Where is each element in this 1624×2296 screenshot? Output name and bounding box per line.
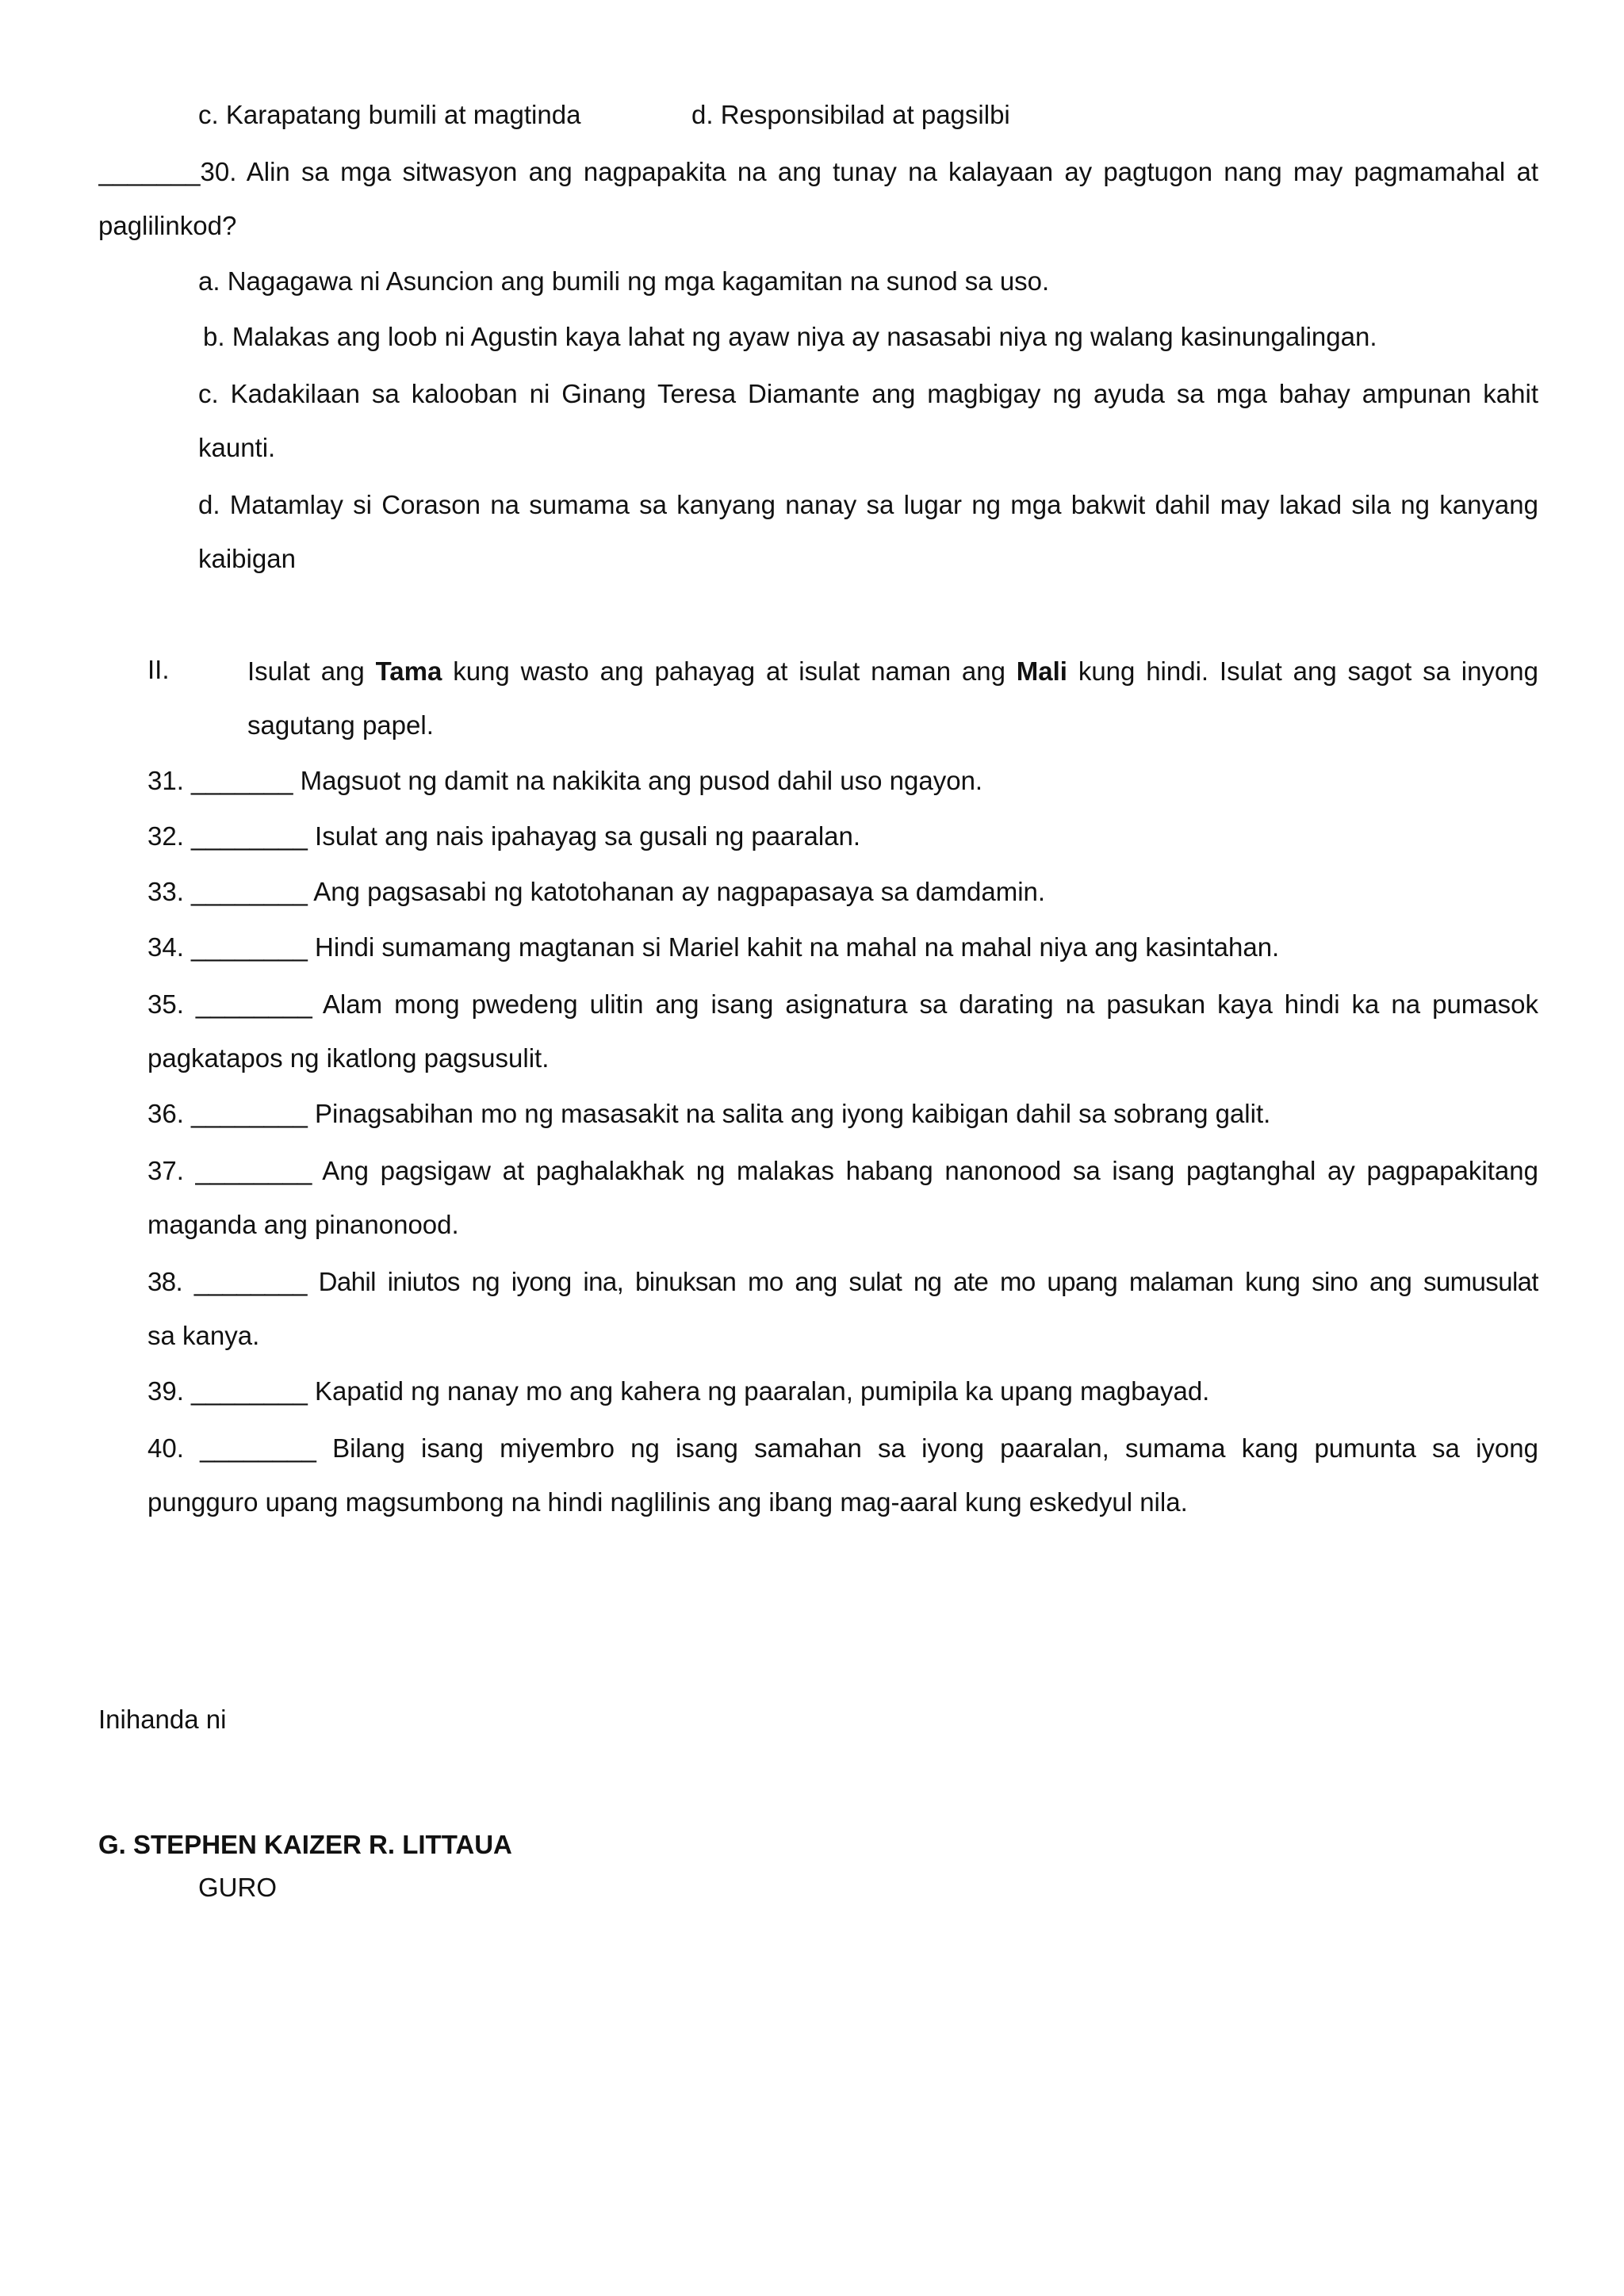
item-39: 39. ________ Kapatid ng nanay mo ang kahera ng paaralan, pumipila ka upang magbayad. <box>147 1376 1210 1406</box>
teacher-role: GURO <box>198 1873 277 1902</box>
q30-question-text: 30. Alin sa mga sitwasyon ang nagpapakita na ang tunay na kalayaan ay pagtugon nang may pagmamahal at <box>200 157 1538 186</box>
q30-answer-blank: _______ <box>98 157 201 186</box>
item-38-line1: 38. ________ Dahil iniutos ng iyong ina, binuksan mo ang sulat ng ate mo upang malaman kung sino ang sumusulat <box>147 1267 1538 1296</box>
section-instruction-line1: Isulat ang Tama kung wasto ang pahayag at isulat naman ang Mali kung hindi. Isulat ang sagot sa inyong <box>247 656 1538 686</box>
tama-keyword: Tama <box>375 656 442 686</box>
prepared-by-label: Inihanda ni <box>98 1705 227 1734</box>
item-40-line2: pungguro upang magsumbong na hindi naglilinis ang ibang mag-aaral kung eskedyul nila. <box>147 1487 1188 1517</box>
q30-stem-line1 <box>98 155 1538 188</box>
item-33: 33. ________ Ang pagsasabi ng katotohanan ay nagpapasaya sa damdamin. <box>147 877 1046 906</box>
q30-option-b: b. Malakas ang loob ni Agustin kaya lahat ng ayaw niya ay nasasabi niya ng walang kasinungalingan. <box>203 322 1377 351</box>
teacher-name: G. STEPHEN KAIZER R. LITTAUA <box>98 1830 512 1859</box>
item-31: 31. _______ Magsuot ng damit na nakikita ang pusod dahil uso ngayon. <box>147 766 983 795</box>
q29-option-c: c. Karapatang bumili at magtinda <box>198 100 581 129</box>
item-35-line2: pagkatapos ng ikatlong pagsusulit. <box>147 1043 550 1073</box>
section-numeral: II. <box>147 655 170 684</box>
q30-option-c-line1: c. Kadakilaan sa kalooban ni Ginang Teresa Diamante ang magbigay ng ayuda sa mga bahay ampunan kahit <box>198 379 1538 408</box>
q30-stem-line2: paglilinkod? <box>98 211 237 240</box>
q30-option-a: a. Nagagawa ni Asuncion ang bumili ng mga kagamitan na sunod sa uso. <box>198 266 1050 296</box>
item-38-line2: sa kanya. <box>147 1321 260 1350</box>
item-34: 34. ________ Hindi sumamang magtanan si Mariel kahit na mahal na mahal niya ang kasintahan. <box>147 932 1280 962</box>
mali-keyword: Mali <box>1016 656 1067 686</box>
item-37-line1: 37. ________ Ang pagsigaw at paghalakhak ng malakas habang nanonood sa isang pagtanghal ay pagpapakitang <box>147 1156 1538 1185</box>
item-36: 36. ________ Pinagsabihan mo ng masasakit na salita ang iyong kaibigan dahil sa sobrang galit. <box>147 1099 1271 1128</box>
q30-option-d-line1: d. Matamlay si Corason na sumama sa kanyang nanay sa lugar ng mga bakwit dahil may lakad sila ng kanyang <box>198 490 1538 519</box>
q30-option-d-line2: kaibigan <box>198 544 296 573</box>
item-35-line1: 35. ________ Alam mong pwedeng ulitin ang isang asignatura sa darating na pasukan kaya hindi ka na pumasok <box>147 989 1538 1019</box>
item-32: 32. ________ Isulat ang nais ipahayag sa gusali ng paaralan. <box>147 821 861 851</box>
item-40-line1: 40. ________ Bilang isang miyembro ng isang samahan sa iyong paaralan, sumama kang pumunta sa iyong <box>147 1433 1538 1463</box>
section-instruction-line2: sagutang papel. <box>247 710 434 740</box>
item-37-line2: maganda ang pinanonood. <box>147 1210 459 1239</box>
q30-option-c-line2: kaunti. <box>198 433 276 462</box>
q29-option-d: d. Responsibilad at pagsilbi <box>691 100 1010 129</box>
